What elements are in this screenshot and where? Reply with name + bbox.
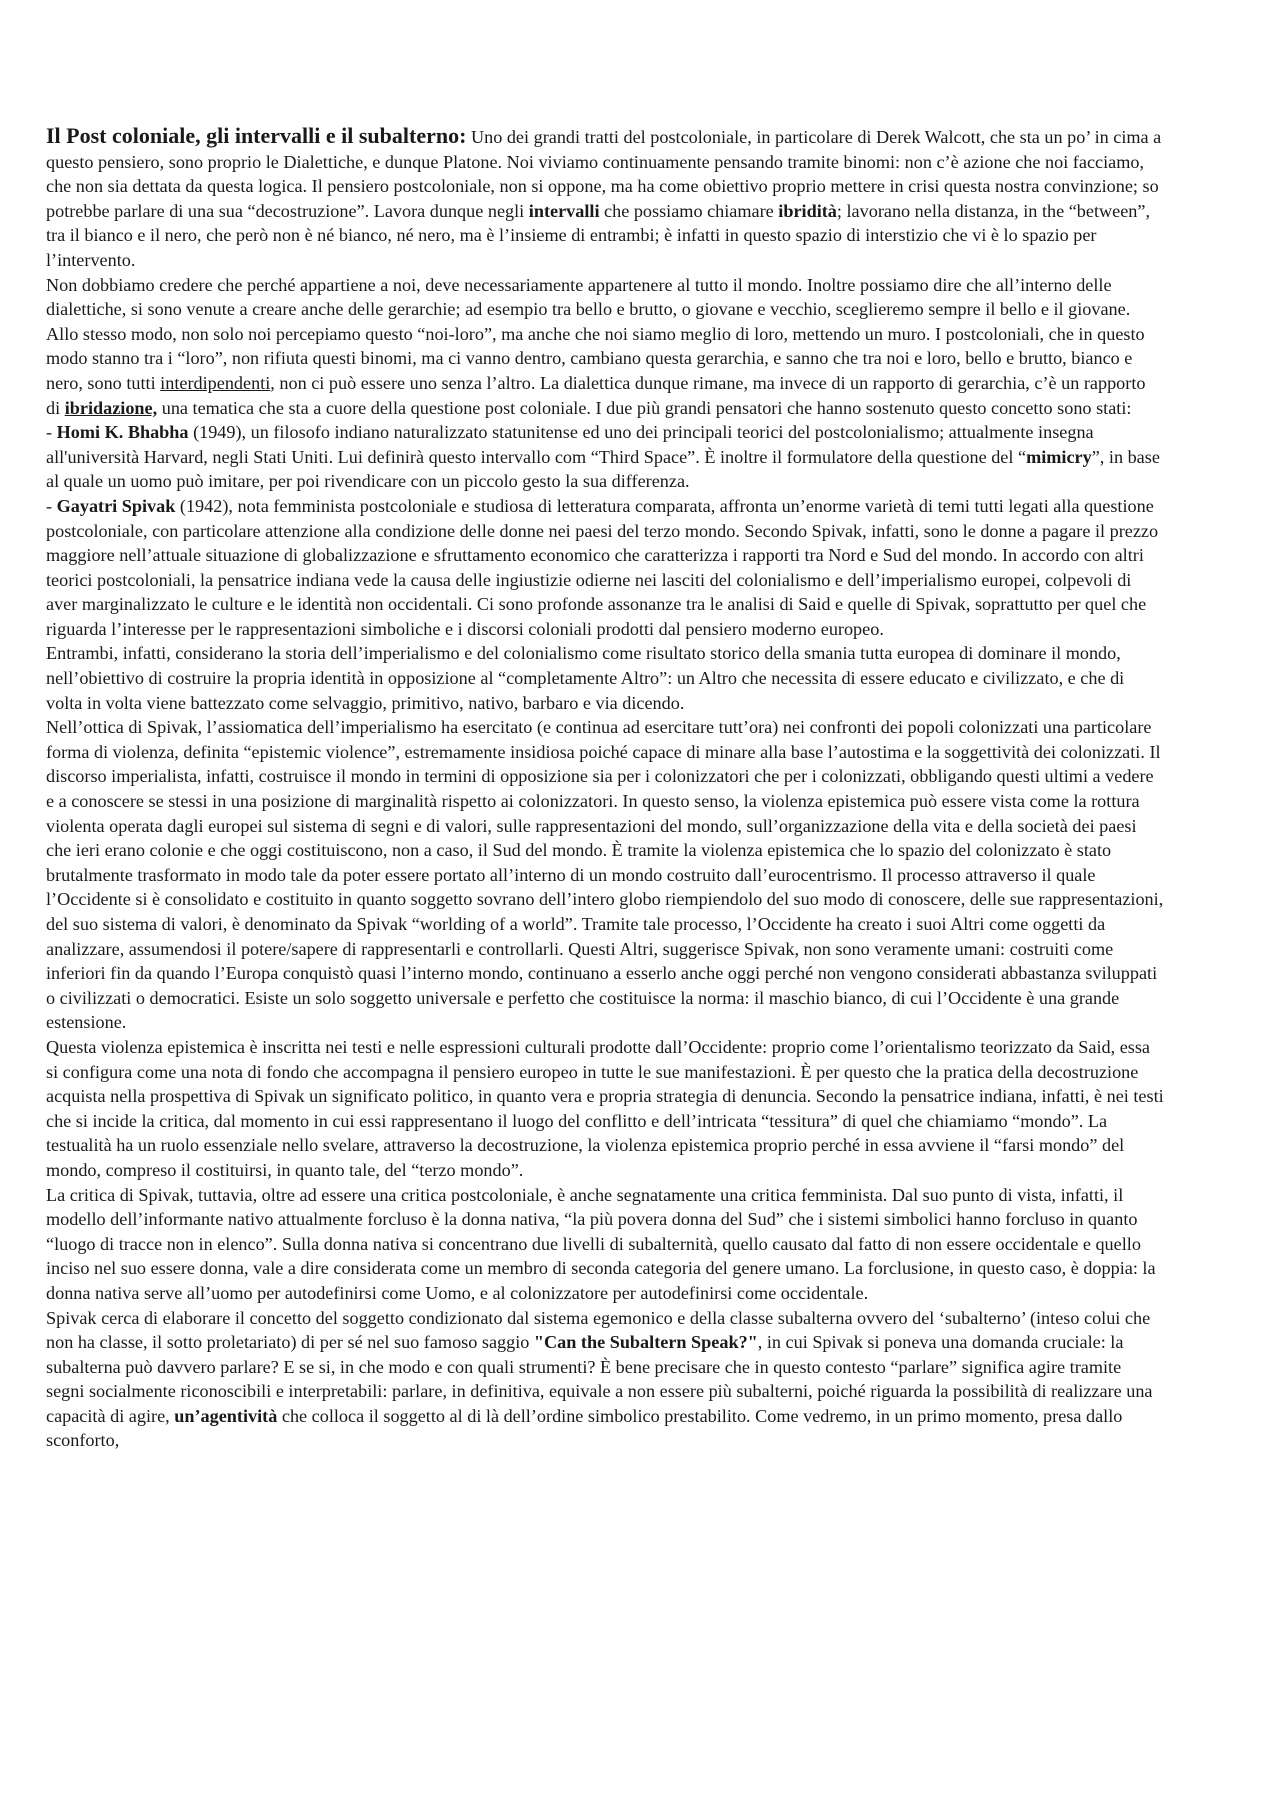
term-ibridita: ibridità bbox=[778, 200, 837, 221]
text-run: , in cui Spivak si poneva una domanda cruciale: la subalterna può davvero parlare? E se si, in che modo e con quali strumenti? È bene precisare che in questo contesto “parlare” significa agire tramite segni socialmente riconoscibili e interpretabili: parlare, in definitiva, equivale a non essere più subalterni, poiché riguarda la possibilità di realizzare una capacità di agire, bbox=[46, 1332, 1153, 1426]
list-dash: - bbox=[46, 495, 57, 516]
paragraph-critica-femminista: La critica di Spivak, tuttavia, oltre ad essere una critica postcoloniale, è anche segnatamente una critica femminista. Dal suo punto di vista, infatti, il modello dell’informante nativo attualmente forcluso è la donna nativa, “la più povera donna del Sud” che i sistemi simbolici hanno forcluso in quanto “luogo di tracce non in elenco”. Sulla donna nativa si concentrano due livelli di subalternità, quello causato dal fatto di non essere occidentale e quello inciso nel suo essere donna, vale a dire considerata come un membro di seconda categoria del genere umano. La forclusione, in questo caso, è doppia: la donna nativa serve all’uomo per autodefinirsi come Uomo, e al colonizzatore per autodefinirsi come occidentale. bbox=[46, 1184, 1156, 1303]
essay-title: "Can the Subaltern Speak?" bbox=[533, 1332, 758, 1353]
name-bhabha: Homi K. Bhabha bbox=[56, 422, 189, 443]
term-mimicry: mimicry bbox=[1026, 446, 1092, 467]
term-intervalli: intervalli bbox=[528, 200, 600, 221]
text-run: che possiamo chiamare bbox=[599, 200, 779, 221]
document-page bbox=[46, 124, 1164, 1453]
text-run: , non ci può essere uno senza l’altro. La dialettica dunque rimane, ma invece di un rapporto di gerarchia, c’è un rapporto di bbox=[46, 372, 1146, 418]
name-spivak: Gayatri Spivak bbox=[56, 495, 176, 516]
text-run: ”, in base al quale un uomo può imitare, per poi rivendicare con un piccolo gesto la sua differenza. bbox=[46, 446, 1160, 492]
text-run: che colloca il soggetto al di là dell’ordine simbolico prestabilito. Come vedremo, in un primo momento, presa dallo sconforto, bbox=[46, 1405, 1123, 1451]
paragraph-decostruzione: Questa violenza epistemica è inscritta nei testi e nelle espressioni culturali prodotte dall’Occidente: proprio come l’orientalismo teorizzato da Said, essa si configura come una nota di fondo che accompagna il pensiero europeo in tutte le sue manifestazioni. È per questo che la pratica della decostruzione acquista nella prospettiva di Spivak un significato politico, in quanto vera e propria strategia di denuncia. Secondo la pensatrice indiana, infatti, è nei testi che si incide la critica, dal momento in cui essi rappresentano il luogo del conflitto e dell’intricata “tessitura” di quel che chiamiamo “mondo”. La testualità ha un ruolo essenziale nello svelare, attraverso la decostruzione, la violenza epistemica proprio perché in essa avviene il “farsi mondo” del mondo, compreso il costituirsi, in quanto tale, del “terzo mondo”. bbox=[46, 1036, 1164, 1180]
text-run: Spivak cerca di elaborare il concetto del soggetto condizionato dal sistema egemonico e della classe subalterna ovvero del ‘subalterno’ (inteso colui che non ha classe, il sotto proletariato) di per sé nel suo famoso saggio bbox=[46, 1307, 1151, 1353]
term-agentivita: un’agentività bbox=[174, 1405, 278, 1426]
paragraph-dialettiche bbox=[46, 273, 1164, 421]
list-dash: - bbox=[46, 422, 57, 443]
term-interdipendenti: interdipendenti bbox=[160, 372, 271, 393]
term-ibridazione: ibridazione, bbox=[64, 397, 158, 418]
text-run: Uno dei grandi tratti del postcoloniale, in particolare di Derek Walcott, che sta un po’ in cima a questo pensiero, sono proprio le Dialettiche, e dunque Platone. Noi viviamo continuamente pensando tramite binomi: non c’è azione che noi facciamo, che non sia dettata da questa logica. Il pensiero postcoloniale, non si oppone, ma ha come obiettivo proprio mettere in crisi questa nostra convinzione; so potrebbe parlare di una sua “decostruzione”. Lavora dunque negli bbox=[46, 127, 1162, 221]
paragraph-subalterno bbox=[46, 1306, 1164, 1454]
text-run: Non dobbiamo credere che perché appartiene a noi, deve necessariamente appartenere al tutto il mondo. Inoltre possiamo dire che all’interno delle dialettiche, si sono venute a creare anche delle gerarchie; ad esempio tra bello e brutto, o giovane e vecchio, sceglieremo sempre il bello e il giovane. Allo stesso modo, non solo noi percepiamo questo “noi-loro”, ma anche che noi siamo meglio di loro, mettendo un muro. I postcoloniali, che in questo modo stanno tra i “loro”, non rifiuta questi binomi, ma ci vanno dentro, cambiano questa gerarchia, e sanno che tra noi e loro, bello e brutto, bianco e nero, sono tutti bbox=[46, 274, 1145, 393]
text-run: (1949), un filosofo indiano naturalizzato statunitense ed uno dei principali teorici del postcolonialismo; attualmente insegna all'università Harvard, negli Stati Uniti. Lui definirà questo intervallo com “Third Space”. È inoltre il formulatore della questione del “ bbox=[46, 422, 1094, 467]
paragraph-spivak bbox=[46, 494, 1164, 642]
text-run: (1942), nota femminista postcoloniale e studiosa di letteratura comparata, affronta un’enorme varietà di temi tutti legati alla questione postcoloniale, con particolare attenzione alla condizione delle donne nei paesi del terzo mondo. Secondo Spivak, infatti, sono le donne a pagare il prezzo maggiore nell’attuale situazione di globalizzazione e sfruttamento economico che caratterizza i rapporti tra Nord e Sud del mondo. In accordo con altri teorici postcoloniali, la pensatrice indiana vede la causa delle ingiustizie odierne nei lasciti del colonialismo e dell’imperialismo europei, colpevoli di aver marginalizzato le culture e le identità non occidentali. Ci sono profonde assonanze tra le analisi di Said e quelle di Spivak, soprattutto per quel che riguarda l’interesse per le rappresentazioni simboliche e i discorsi coloniali prodotti dal pensiero moderno europeo. bbox=[46, 495, 1159, 639]
text-run: ; lavorano nella distanza, in the “between”, tra il bianco e il nero, che però non è né bianco, né nero, ma è l’insieme di entrambi; è infatti in questo spazio di interstizio che vi è lo spazio per l’intervento. bbox=[46, 200, 1151, 270]
document-title: Il Post coloniale, gli intervalli e il subalterno: bbox=[46, 123, 467, 148]
paragraph-bhabha bbox=[46, 420, 1164, 494]
paragraph-imperialismo: Entrambi, infatti, considerano la storia dell’imperialismo e del colonialismo come risultato storico della smania tutta europea di dominare il mondo, nell’obiettivo di costruire la propria identità in opposizione al “completamente Altro”: un Altro che necessita di essere educato e civilizzato, e che di volta in volta viene battezzato come selvaggio, primitivo, nativo, barbaro e via dicendo. bbox=[46, 643, 1125, 713]
text-run: una tematica che sta a cuore della questione post coloniale. I due più grandi pensatori che hanno sostenuto questo concetto sono stati: bbox=[157, 397, 1132, 418]
paragraph-intro bbox=[46, 124, 1164, 273]
paragraph-violenza-epistemica: Nell’ottica di Spivak, l’assiomatica dell’imperialismo ha esercitato (e continua ad esercitare tutt’ora) nei confronti dei popoli colonizzati una particolare forma di violenza, definita “epistemic violence”, estremamente insidiosa poiché capace di minare alla base l’autostima e la soggettività dei colonizzati. Il discorso imperialista, infatti, costruisce il mondo in termini di opposizione sia per i colonizzatori che per i colonizzati, obbligando questi ultimi a vedere e a conoscere se stessi in una posizione di marginalità rispetto ai colonizzatori. In questo senso, la violenza epistemica può essere vista come la rottura violenta operata dagli europei sul sistema di segni e di valori, sulle rappresentazioni del mondo, sull’organizzazione della vita e della società dei paesi che ieri erano colonie e che oggi costituiscono, non a caso, il Sud del mondo. È tramite la violenza epistemica che lo spazio del colonizzato è stato brutalmente trasformato in modo tale da poter essere portato all’interno di un mondo costruito dall’eurocentrismo. Il processo attraverso il quale l’Occidente si è consolidato e costituito in quanto soggetto sovrano dell’intero globo riempiendolo del suo modo di conoscere, delle sue rappresentazioni, del suo sistema di valori, è denominato da Spivak “worlding of a world”. Tramite tale processo, l’Occidente ha creato i suoi Altri come oggetti da analizzare, assumendosi il potere/sapere di rappresentarli e controllarli. Questi Altri, suggerisce Spivak, non sono veramente umani: costruiti come inferiori fin da quando l’Europa conquistò quasi l’interno mondo, continuano a esserlo anche oggi perché non vengono considerati abbastanza sviluppati o civilizzati o democratici. Esiste un solo soggetto universale e perfetto che costituisce la norma: il maschio bianco, di cui l’Occidente è una grande estensione. bbox=[46, 717, 1164, 1033]
